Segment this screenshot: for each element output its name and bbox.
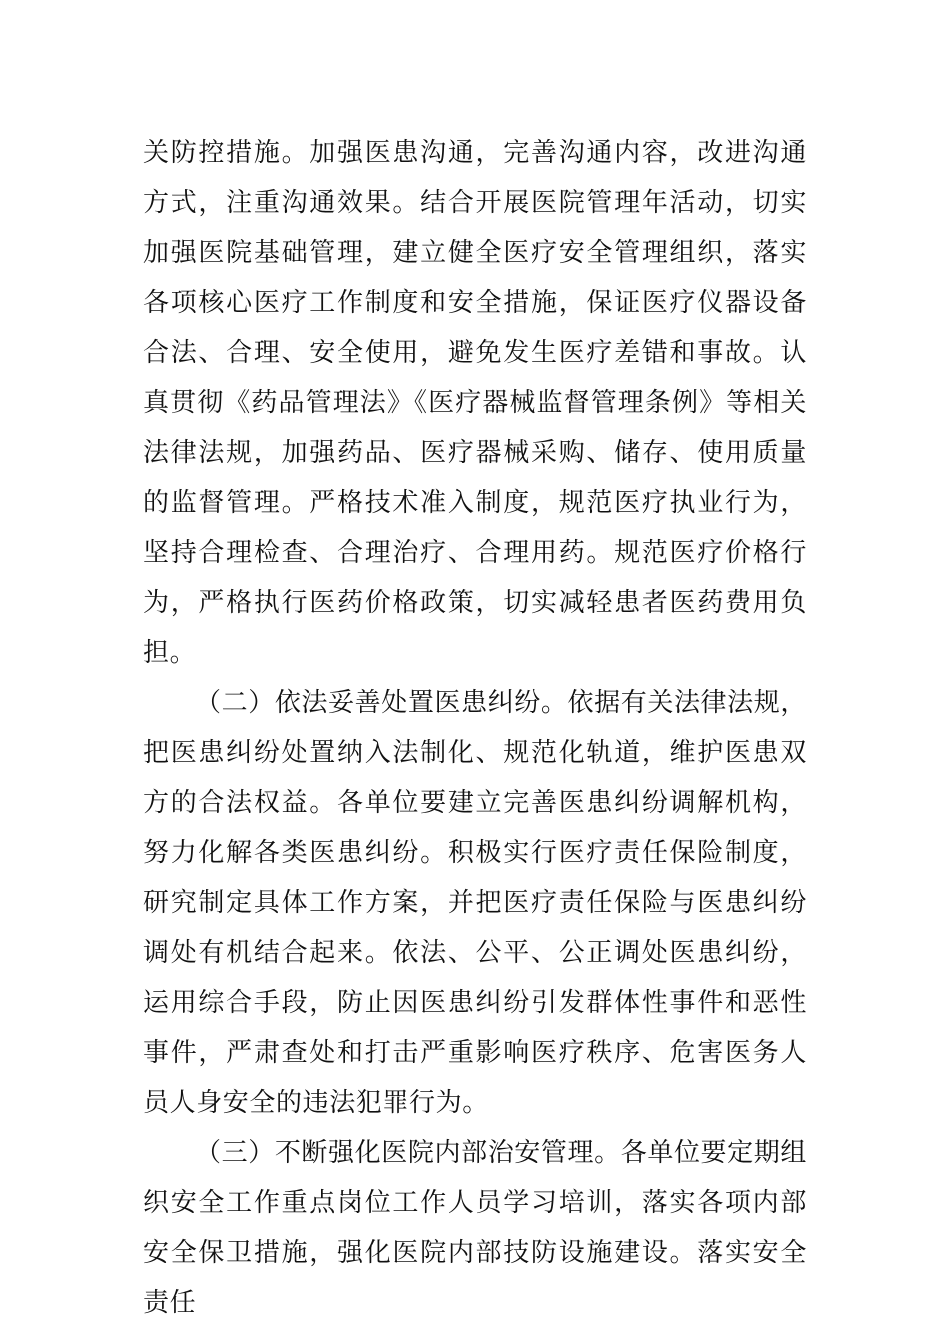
- paragraph-section-3: （三）不断强化医院内部治安管理。各单位要定期组织安全工作重点岗位工作人员学习培训，落实各项内部安全保卫措施，强化医院内部技防设施建设。落实安全责任: [143, 1138, 807, 1318]
- paragraph-section-2: （二）依法妥善处置医患纠纷。依据有关法律法规，把医患纠纷处置纳入法制化、规范化轨道，维护医患双方的合法权益。各单位要建立完善医患纠纷调解机构，努力化解各类医患纠纷。积极实行医疗责任保险制度，研究制定具体工作方案，并把医疗责任保险与医患纠纷调处有机结合起来。依法、公平、公正调处医患纠纷，运用综合手段，防止因医患纠纷引发群体性事件和恶性事件，严肃查处和打击严重影响医疗秩序、危害医务人员人身安全的违法犯罪行为。: [143, 688, 807, 1118]
- paragraph-continued: 关防控措施。加强医患沟通，完善沟通内容，改进沟通方式，注重沟通效果。结合开展医院管理年活动，切实加强医院基础管理，建立健全医疗安全管理组织，落实各项核心医疗工作制度和安全措施，保证医疗仪器设备合法、合理、安全使用，避免发生医疗差错和事故。认真贯彻《药品管理法》《医疗器械监督管理条例》等相关法律法规，加强药品、医疗器械采购、储存、使用质量的监督管理。严格技术准入制度，规范医疗执业行为，坚持合理检查、合理治疗、合理用药。规范医疗价格行为，严格执行医药价格政策，切实减轻患者医药费用负担。: [143, 138, 807, 668]
- document-body: [143, 128, 807, 1328]
